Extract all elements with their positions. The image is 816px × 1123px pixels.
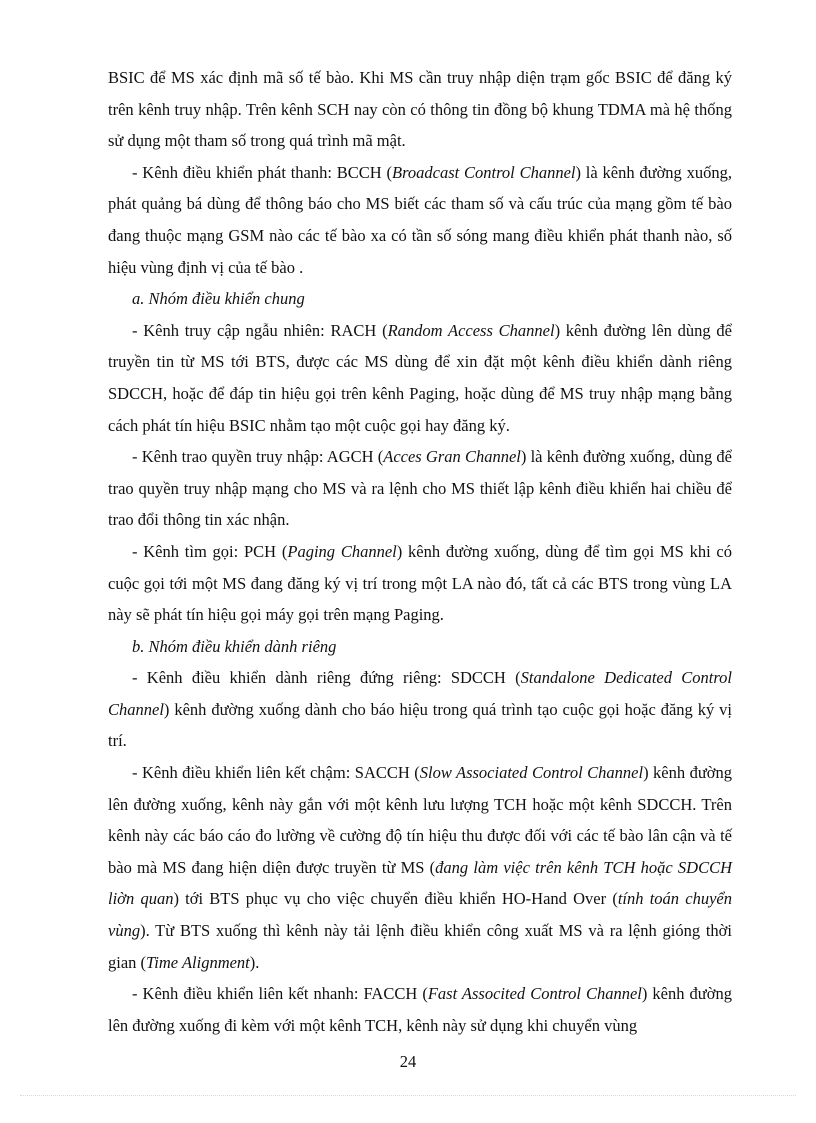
italic-term: Acces Gran Channel xyxy=(383,447,521,467)
italic-term: Slow Associated Control Channel xyxy=(419,763,644,783)
body-paragraph xyxy=(108,978,732,1041)
body-paragraph xyxy=(108,157,732,283)
text-run: - Kênh tìm gọi: PCH ( xyxy=(132,541,288,561)
italic-term: Broadcast Control Channel xyxy=(392,162,576,182)
text-run: ) kênh đường lên đường xuống, kênh này gắn với một kênh lưu lượng TCH hoặc một kênh SDCCH. Trên kênh này các báo cáo đo lường về cường độ tín hiệu thu được đối với các tế bào lân cận và tế bào mà MS đang hiện diện được truyền từ MS ( xyxy=(108,763,732,877)
page-number: 24 xyxy=(399,1052,417,1071)
body-paragraph xyxy=(108,662,732,757)
text-run: - Kênh điều khiển phát thanh: BCCH ( xyxy=(132,162,393,182)
italic-term: Time Alignment xyxy=(146,952,250,972)
section-heading xyxy=(108,631,732,663)
section-heading xyxy=(108,283,732,315)
italic-term: tính toán chuyển vùng xyxy=(108,889,732,941)
text-run: - Kênh điều khiển liên kết chậm: SACCH ( xyxy=(132,763,420,783)
text-run: BSIC để MS xác định mã số tế bào. Khi MS cần truy nhập diện trạm gốc BSIC để đăng ký trên kênh truy nhập. Trên kênh SCH nay còn có thông tin đồng bộ khung TDMA mà hệ thống sử dụng một tham số trong quá trình mã mật. xyxy=(108,68,732,151)
italic-term: Standalone Dedicated Control Channel xyxy=(108,668,733,719)
page-body xyxy=(108,62,732,1041)
text-run: ) kênh đường xuống, dùng để tìm gọi MS khi có cuộc gọi tới một MS đang đăng ký vị trí trong một LA nào đó, tất cả các BTS trong vùng LA này sẽ phát tín hiệu gọi máy gọi trên mạng Paging. xyxy=(108,541,733,625)
text-run: ). Từ BTS xuống thì kênh này tải lệnh điều khiển công xuất MS và ra lệnh gióng thời gian ( xyxy=(108,921,732,972)
text-run: - Kênh truy cập ngẫu nhiên: RACH ( xyxy=(132,320,388,340)
body-paragraph xyxy=(108,757,732,978)
text-run: - Kênh trao quyền truy nhập: AGCH ( xyxy=(132,447,384,467)
body-paragraph xyxy=(108,62,732,157)
body-paragraph xyxy=(108,315,732,441)
italic-term: Fast Associted Control Channel xyxy=(427,984,642,1004)
text-run: ) là kênh đường xuống, phát quảng bá dùng để thông báo cho MS biết các tham số và cấu trúc của mạng gồm tế bào đang thuộc mạng GSM nào các tế bào xa có tần số sóng mang điều khiển phát thanh nào, số hiệu vùng định vị của tế bào . xyxy=(108,162,732,277)
text-run: a. Nhóm điều khiển chung xyxy=(132,289,305,309)
body-paragraph xyxy=(108,536,732,631)
text-run: ) kênh đường lên đường xuống đi kèm với một kênh TCH, kênh này sử dụng khi chuyển vùng xyxy=(108,984,732,1035)
italic-term: Paging Channel xyxy=(287,541,397,561)
text-run: ). xyxy=(249,952,260,972)
text-run: b. Nhóm điều khiển dành riêng xyxy=(132,636,337,656)
text-run: ) kênh đường xuống dành cho báo hiệu trong quá trình tạo cuộc gọi hoặc đăng ký vị trí. xyxy=(108,699,732,751)
text-run: - Kênh điều khiển dành riêng đứng riêng: SDCCH ( xyxy=(132,668,521,688)
body-paragraph xyxy=(108,441,732,536)
text-run: ) tới BTS phục vụ cho việc chuyển điều khiển HO-Hand Over ( xyxy=(173,889,618,909)
italic-term: đang làm việc trên kênh TCH hoặc SDCCH liờn quan xyxy=(108,857,732,909)
text-run: ) kênh đường lên dùng để truyền tin từ MS tới BTS, được các MS dùng để xin đặt một kênh điều khiển dành riêng SDCCH, hoặc để đáp tin hiệu gọi trên kênh Paging, hoặc dùng để MS truy nhập mạng bằng cách phát tín hiệu BSIC nhằm tạo một cuộc gọi hay đăng ký. xyxy=(108,320,732,435)
footer-divider xyxy=(20,1095,796,1096)
italic-term: Random Access Channel xyxy=(387,320,555,340)
text-run: - Kênh điều khiển liên kết nhanh: FACCH ( xyxy=(132,984,428,1004)
text-run: ) là kênh đường xuống, dùng để trao quyền truy nhập mạng cho MS và ra lệnh cho MS thiết lập kênh điều khiển hai chiều để trao đổi thông tin xác nhận. xyxy=(108,447,732,530)
